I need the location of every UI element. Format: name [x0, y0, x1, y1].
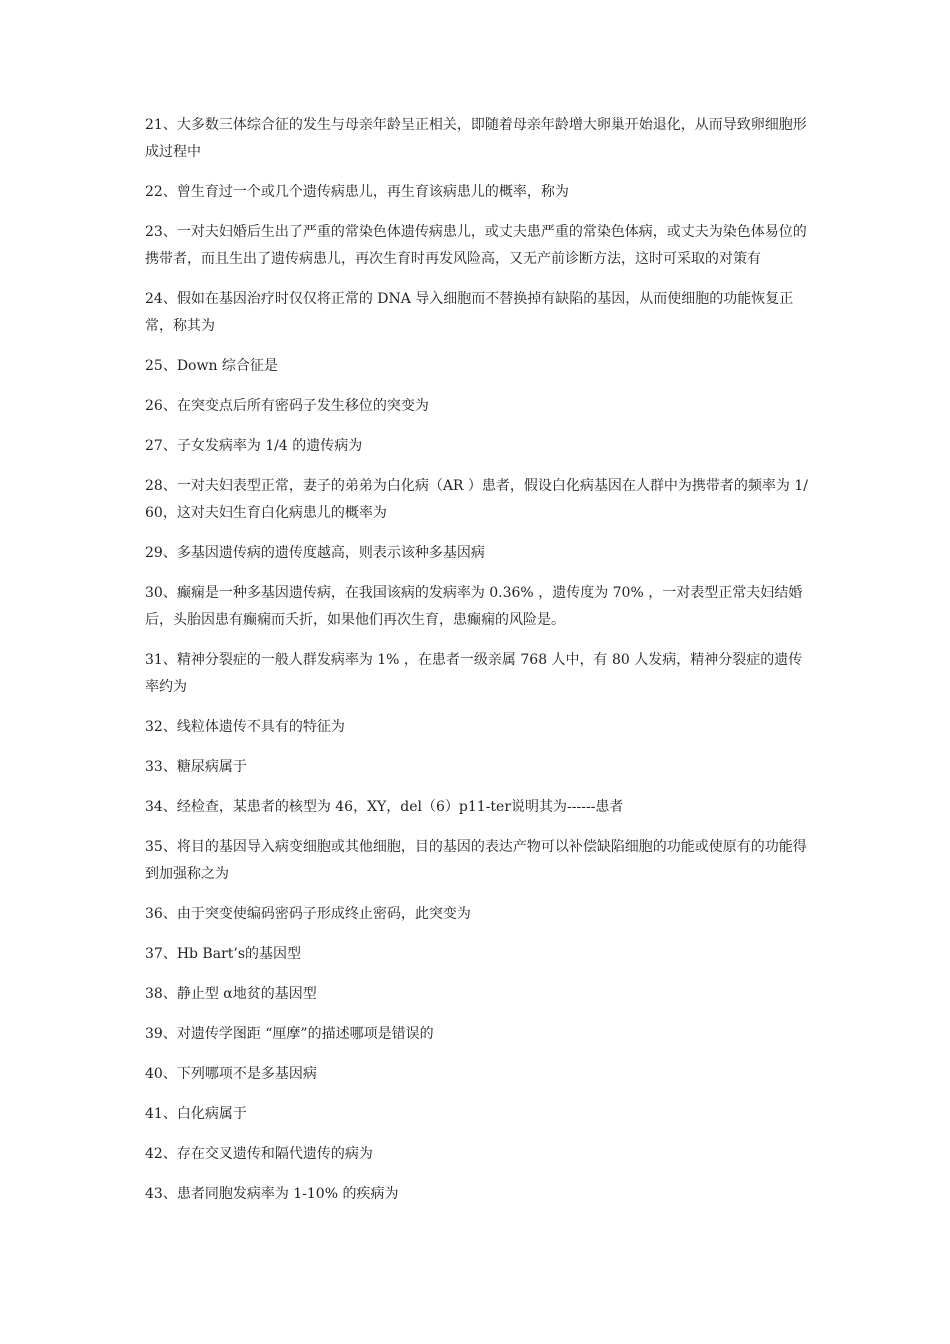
question-item: 23、一对夫妇婚后生出了严重的常染色体遗传病患儿，或丈夫患严重的常染色体病，或丈夫为染色体易位的携带者，而且生出了遗传病患儿，再次生育时再发风险高，又无产前诊断方法，这时可采取的对策有 — [145, 224, 807, 267]
question-item: 32、线粒体遗传不具有的特征为 — [145, 719, 345, 735]
question-item: 21、大多数三体综合征的发生与母亲年龄呈正相关，即随着母亲年龄增大卵巢开始退化，从而导致卵细胞形成过程中 — [145, 117, 807, 160]
question-item: 39、对遗传学图距 “厘摩”的描述哪项是错误的 — [145, 1026, 434, 1042]
question-item: 43、患者同胞发病率为 1-10% 的疾病为 — [145, 1186, 399, 1202]
question-item: 26、在突变点后所有密码子发生移位的突变为 — [145, 398, 429, 414]
question-item: 42、存在交叉遗传和隔代遗传的病为 — [145, 1146, 373, 1162]
question-item: 27、子女发病率为 1/4 的遗传病为 — [145, 438, 363, 454]
question-item: 31、精神分裂症的一般人群发病率为 1% ，在患者一级亲属 768 人中，有 80 人发病，精神分裂症的遗传率约为 — [145, 652, 803, 695]
question-item: 41、白化病属于 — [145, 1106, 247, 1122]
question-item: 30、癫痫是一种多基因遗传病，在我国该病的发病率为 0.36% ，遗传度为 70% ，一对表型正常夫妇结婚后，头胎因患有癫痫而夭折，如果他们再次生育，患癫痫的风险是。 — [145, 585, 803, 628]
question-item: 37、Hb Bart’s的基因型 — [145, 946, 302, 962]
question-item: 36、由于突变使编码密码子形成终止密码，此突变为 — [145, 906, 471, 922]
question-item: 38、静止型 α地贫的基因型 — [145, 986, 317, 1002]
question-item: 33、糖尿病属于 — [145, 759, 247, 775]
question-item: 28、一对夫妇表型正常，妻子的弟弟为白化病（AR ）患者，假设白化病基因在人群中为携带者的频率为 1/60，这对夫妇生育白化病患儿的概率为 — [145, 478, 808, 521]
question-item: 40、下列哪项不是多基因病 — [145, 1066, 317, 1082]
question-item: 22、曾生育过一个或几个遗传病患儿，再生育该病患儿的概率，称为 — [145, 184, 569, 200]
question-item: 29、多基因遗传病的遗传度越高，则表示该种多基因病 — [145, 545, 485, 561]
question-item: 25、Down 综合征是 — [145, 358, 278, 374]
question-list — [145, 112, 813, 1221]
question-item: 35、将目的基因导入病变细胞或其他细胞，目的基因的表达产物可以补偿缺陷细胞的功能或使原有的功能得到加强称之为 — [145, 839, 807, 882]
question-item: 24、假如在基因治疗时仅仅将正常的 DNA 导入细胞而不替换掉有缺陷的基因，从而使细胞的功能恢复正常，称其为 — [145, 291, 794, 334]
question-item: 34、经检查，某患者的核型为 46，XY，del（6）p11-ter说明其为------患者 — [145, 799, 624, 815]
